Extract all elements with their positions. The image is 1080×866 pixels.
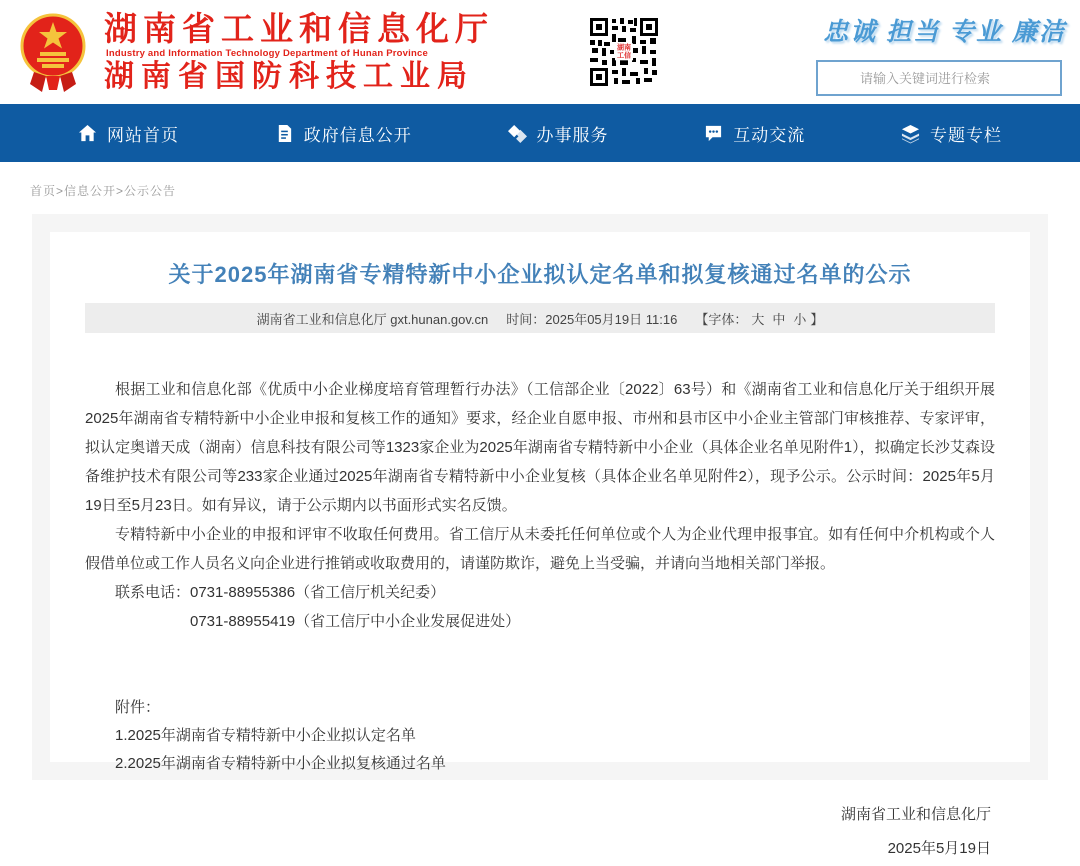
paragraph-2: 专精特新中小企业的申报和评审不收取任何费用。省工信厅从未委托任何单位或个人为企业代理申报事宜。如有任何中介机构或个人假借单位或工作人员名义向企业进行推销或收取费用的，请谨防欺诈，避免上当受骗，并请向当地相关部门举报。	[85, 526, 995, 572]
font-size-control	[695, 309, 823, 328]
paragraph-1: 根据工业和信息化部《优质中小企业梯度培育管理暂行办法》（工信部企业〔2022〕63号）和《湖南省工业和信息化厅关于组织开展2025年湖南省专精特新中小企业申报和复核工作的通知》要求，经企业自愿申报、市州和县市区中小企业主管部门审核推荐、专家评审，拟认定奥谱天成（湖南）信息科技有限公司等1323家企业为2025年湖南省专精特新中小企业（具体企业名单见附件1），拟确定长沙艾森设备维护技术有限公司等233家企业通过2025年湖南省专精特新中小企业复核（具体企业名单见附件2），现予公示。公示时间：2025年5月19日至5月23日。如有异议，请于公示期内以书面形式实名反馈。	[85, 381, 995, 514]
org-name-en: Industry and Information Technology Department of Hunan Province	[106, 47, 428, 59]
chat-icon	[704, 124, 723, 143]
nav-item-interaction[interactable]	[704, 121, 805, 146]
breadcrumb-bar	[0, 162, 1080, 214]
slogan-text: 忠诚 担当 专业 廉洁	[823, 18, 1066, 46]
article-card	[50, 232, 1030, 857]
org-name-cn: 湖南省工业和信息化厅	[104, 9, 494, 47]
national-emblem-icon	[20, 10, 86, 94]
badge-icon	[508, 124, 527, 143]
attachment-link-2[interactable]: 2.2025年湖南省专精特新中小企业拟复核通过名单	[115, 755, 446, 772]
nav-item-topics[interactable]	[901, 121, 1002, 146]
signature-block	[85, 798, 995, 866]
article-body	[85, 375, 995, 866]
site-header	[0, 0, 1080, 104]
attachments-label: 附件：	[115, 699, 161, 716]
font-control-suffix: 】	[810, 311, 824, 327]
meta-time: 时间：2025年05月19日 11:16	[506, 311, 678, 327]
org-name-cn2: 湖南省国防科技工业局	[104, 59, 474, 93]
search-box[interactable]	[816, 60, 1062, 96]
article-meta-bar	[85, 303, 995, 333]
search-input[interactable]	[818, 62, 1060, 94]
signature-org: 湖南省工业和信息化厅	[840, 806, 991, 823]
breadcrumb[interactable]: 首页>信息公开>公示公告	[30, 184, 177, 198]
nav-item-home[interactable]	[78, 121, 179, 146]
font-size-medium-button[interactable]: 中	[772, 311, 786, 327]
content-panel	[32, 214, 1048, 857]
qr-center-label: 湖南工信	[617, 44, 631, 59]
nav-item-gov-info[interactable]	[275, 121, 412, 146]
nav-item-label: 专题专栏	[930, 125, 1002, 145]
page-title: 关于2025年湖南省专精特新中小企业拟认定名单和拟复核通过名单的公示	[168, 262, 912, 287]
font-size-small-button[interactable]: 小	[793, 311, 807, 327]
org-titles	[104, 9, 494, 93]
layers-icon	[901, 124, 920, 143]
attachments-section	[85, 694, 995, 778]
nav-item-label: 网站首页	[107, 125, 179, 145]
font-control-prefix: 【字体：	[695, 311, 748, 327]
attachment-link-1[interactable]: 1.2025年湖南省专精特新中小企业拟认定名单	[115, 727, 416, 744]
contact-phone-1: 联系电话：0731-88955386（省工信厅机关纪委）	[115, 584, 446, 601]
contact-phone-2: 0731-88955419（省工信厅中小企业发展促进处）	[190, 613, 521, 630]
header-right	[816, 12, 1066, 96]
home-icon	[78, 124, 97, 143]
nav-item-services[interactable]	[508, 121, 609, 146]
signature-date: 2025年5月19日	[887, 840, 991, 857]
meta-source: 湖南省工业和信息化厅 gxt.hunan.gov.cn	[256, 311, 489, 327]
document-icon	[275, 124, 294, 143]
nav-item-label: 互动交流	[733, 125, 806, 145]
main-nav	[0, 104, 1080, 162]
qr-code	[588, 16, 660, 88]
nav-item-label: 政府信息公开	[303, 125, 412, 145]
font-size-large-button[interactable]: 大	[751, 311, 765, 327]
nav-item-label: 办事服务	[536, 125, 609, 145]
